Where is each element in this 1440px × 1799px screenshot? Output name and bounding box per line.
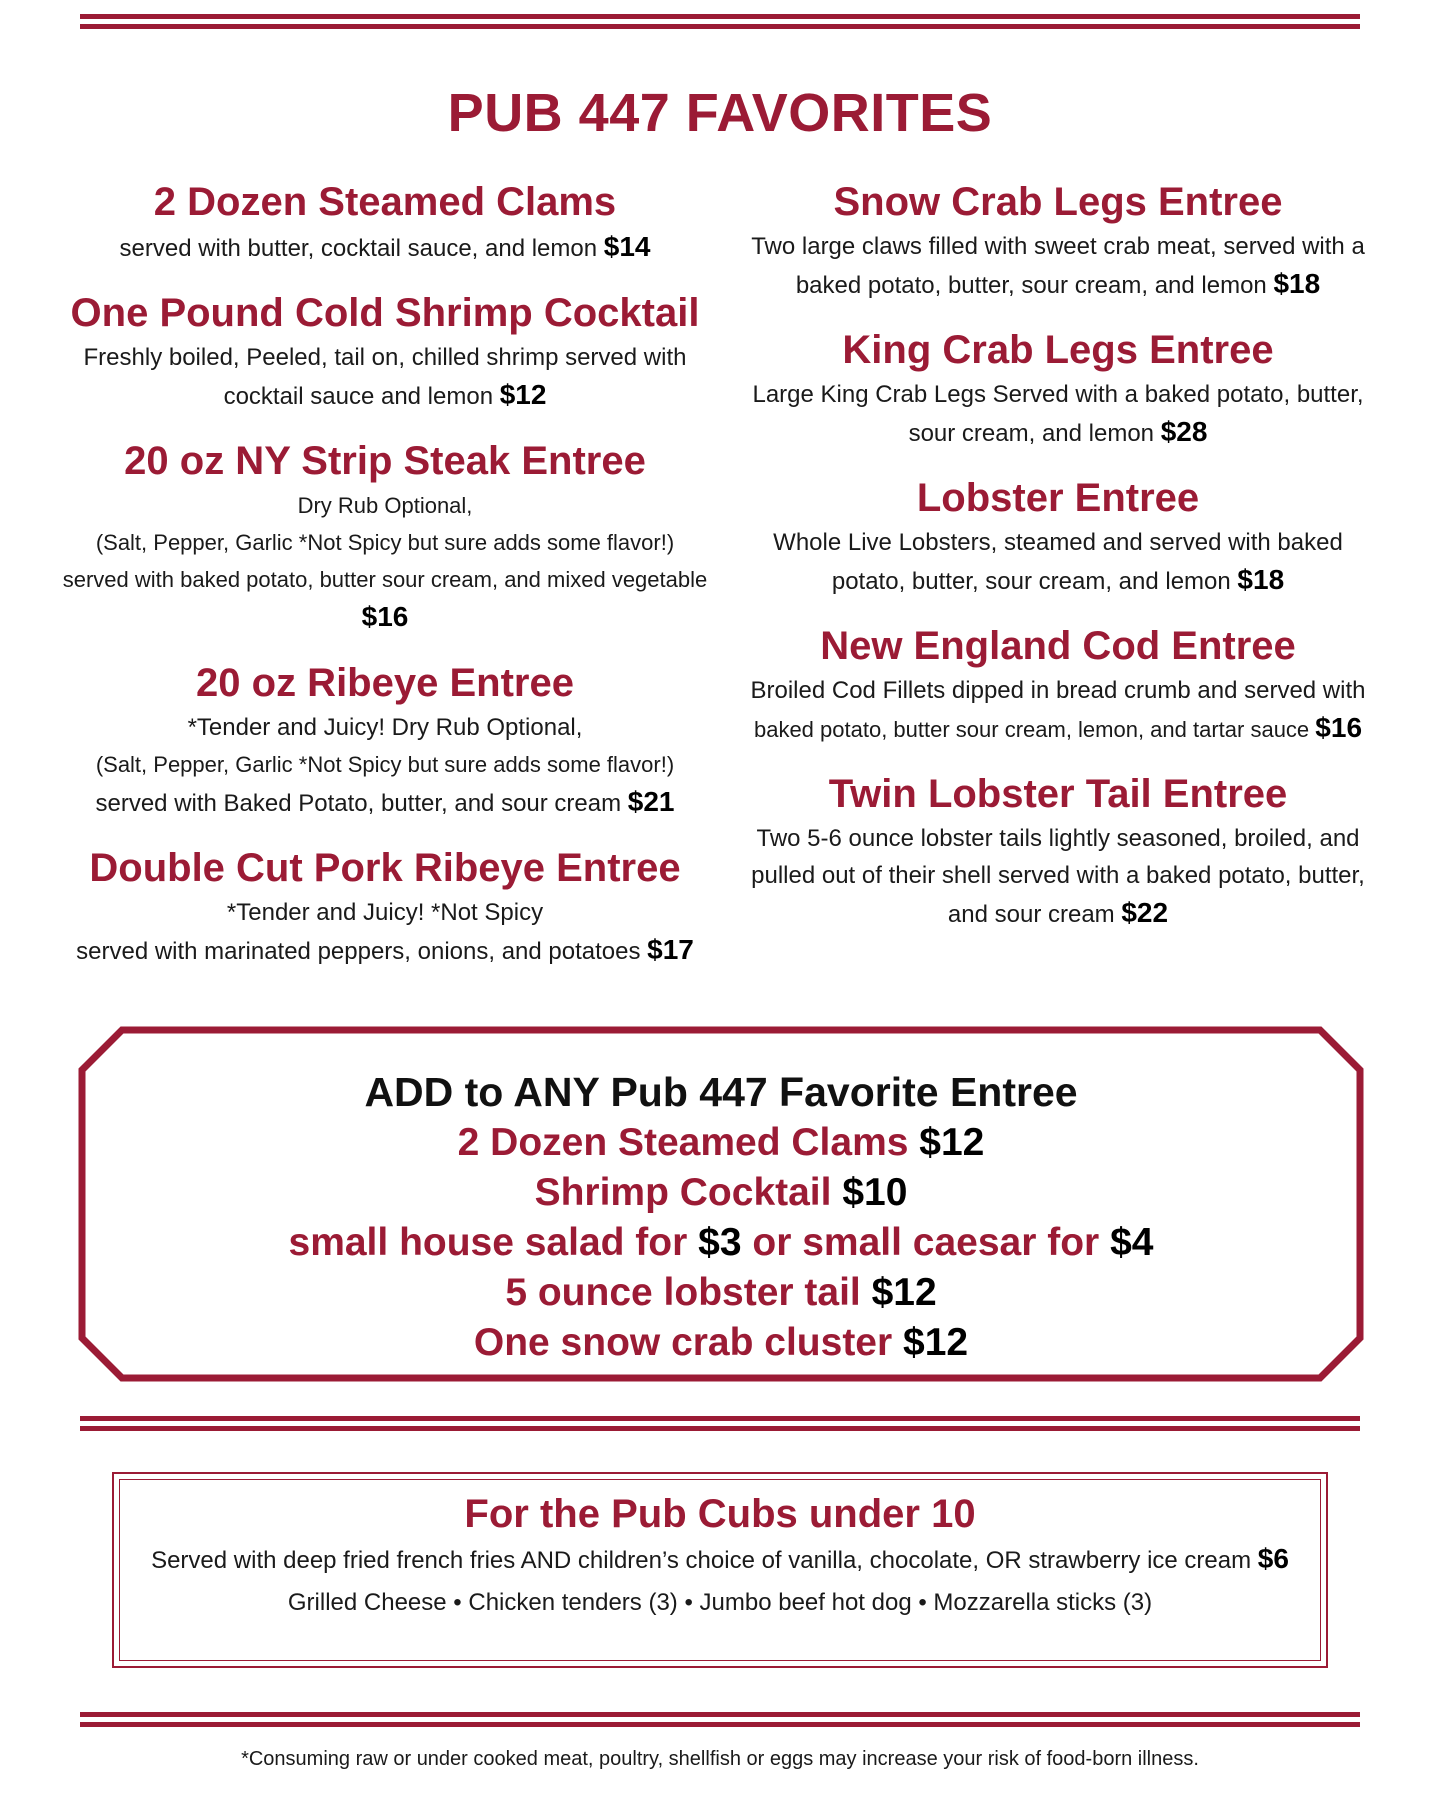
menu-item <box>55 844 715 970</box>
menu-item-description: baked potato, butter sour cream, lemon, and tartar sauce $16 <box>753 712 1363 743</box>
addon-price: $4 <box>1110 1221 1154 1264</box>
menu-item-description: and sour cream $22 <box>947 897 1169 928</box>
food-safety-disclaimer: *Consuming raw or under cooked meat, poultry, shellfish or eggs may increase your risk of food-born illness. <box>241 1748 1199 1770</box>
menu-item-price: $14 <box>603 231 651 262</box>
menu-item-description: served with Baked Potato, butter, and sour cream $21 <box>95 786 675 817</box>
menu-item-description: potato, butter, sour cream, and lemon $18 <box>831 564 1285 595</box>
addon-item: Shrimp Cocktail $10 <box>534 1171 908 1214</box>
menu-item-description: served with butter, cocktail sauce, and lemon $14 <box>119 231 651 262</box>
addon-price: $3 <box>698 1221 742 1264</box>
menu-item <box>728 178 1388 304</box>
menu-item-price: $16 <box>1315 712 1363 743</box>
menu-item-name: Double Cut Pork Ribeye Entree <box>89 846 681 890</box>
menu-item-price: $22 <box>1121 897 1169 928</box>
menu-item-name: One Pound Cold Shrimp Cocktail <box>70 291 700 335</box>
menu-item-description: Freshly boiled, Peeled, tail on, chilled shrimp served with <box>83 344 687 371</box>
menu-item-description: baked potato, butter, sour cream, and lemon $18 <box>795 268 1321 299</box>
menu-item-price: $21 <box>627 786 675 817</box>
menu-item-description: Dry Rub Optional, <box>297 493 473 518</box>
kids-menu-panel <box>112 1472 1328 1668</box>
right-menu-column <box>728 178 1388 955</box>
menu-item-description: (Salt, Pepper, Garlic *Not Spicy but sure adds some flavor!) <box>95 752 675 777</box>
addon-price: $10 <box>842 1171 908 1214</box>
menu-item <box>728 474 1388 600</box>
kids-menu-description: Served with deep fried french fries AND children’s choice of vanilla, chocolate, OR strawberry ice cream $6 <box>151 1543 1289 1574</box>
menu-item-description: sour cream, and lemon $28 <box>908 416 1208 447</box>
addon-price: $12 <box>871 1271 937 1314</box>
menu-item-price: $17 <box>647 934 694 965</box>
left-menu-column <box>55 178 715 992</box>
menu-item-description: Two 5-6 ounce lobster tails lightly seasoned, broiled, and <box>756 825 1360 852</box>
menu-item <box>728 622 1388 748</box>
menu-item-description: Large King Crab Legs Served with a baked potato, butter, <box>752 381 1364 408</box>
menu-item-description: cocktail sauce and lemon $12 <box>223 379 547 410</box>
menu-item-price: $18 <box>1237 564 1285 595</box>
menu-item-description: pulled out of their shell served with a baked potato, butter, <box>751 862 1365 889</box>
menu-item-name: Twin Lobster Tail Entree <box>828 772 1288 816</box>
page-title: PUB 447 FAVORITES <box>447 83 993 143</box>
menu-item-name: 20 oz NY Strip Steak Entree <box>124 439 646 483</box>
addon-price: $12 <box>903 1321 969 1364</box>
menu-item-name: 2 Dozen Steamed Clams <box>153 180 617 224</box>
addon-item: One snow crab cluster $12 <box>473 1321 969 1364</box>
menu-item-price: $18 <box>1273 268 1321 299</box>
menu-item <box>55 659 715 822</box>
menu-item-name: King Crab Legs Entree <box>842 328 1274 372</box>
addon-item: 5 ounce lobster tail $12 <box>505 1271 937 1314</box>
menu-item <box>55 437 715 637</box>
addon-item: small house salad for $3 or small caesar for $4 <box>288 1221 1154 1264</box>
menu-item-description: Broiled Cod Fillets dipped in bread crumb and served with <box>750 677 1366 704</box>
menu-item <box>728 326 1388 452</box>
menu-item-description: (Salt, Pepper, Garlic *Not Spicy but sure adds some flavor!) <box>95 530 675 555</box>
menu-item-price: $28 <box>1160 416 1208 447</box>
menu-item-name: New England Cod Entree <box>820 624 1296 668</box>
menu-item <box>728 770 1388 933</box>
menu-item-description: Whole Live Lobsters, steamed and served with baked <box>773 529 1343 556</box>
menu-item-price: $16 <box>361 601 409 632</box>
top-divider <box>80 14 1360 29</box>
menu-item-price: $12 <box>499 379 547 410</box>
addon-panel <box>78 1026 1364 1382</box>
kids-menu-title: For the Pub Cubs under 10 <box>464 1492 976 1536</box>
menu-item-description: *Tender and Juicy! *Not Spicy <box>226 899 544 926</box>
menu-item <box>55 289 715 415</box>
menu-item-description: served with baked potato, butter sour cream, and mixed vegetable $16 <box>62 567 708 632</box>
menu-item-name: 20 oz Ribeye Entree <box>196 661 574 705</box>
menu-item <box>55 178 715 267</box>
kids-menu-items: Grilled Cheese • Chicken tenders (3) • Jumbo beef hot dog • Mozzarella sticks (3) <box>287 1589 1153 1616</box>
menu-item-description: *Tender and Juicy! Dry Rub Optional, <box>187 714 583 741</box>
menu-item-name: Snow Crab Legs Entree <box>833 180 1283 224</box>
kids-menu-price: $6 <box>1257 1543 1289 1574</box>
bottom-divider <box>80 1712 1360 1727</box>
addon-list <box>78 1066 1364 1368</box>
kids-menu-content <box>114 1490 1326 1624</box>
menu-item-description: served with marinated peppers, onions, and potatoes $17 <box>76 934 694 965</box>
addon-heading: ADD to ANY Pub 447 Favorite Entree <box>364 1069 1078 1115</box>
menu-item-description: Two large claws filled with sweet crab meat, served with a <box>751 233 1365 260</box>
addon-item: 2 Dozen Steamed Clams $12 <box>457 1121 985 1164</box>
menu-item-name: Lobster Entree <box>916 476 1200 520</box>
addon-price: $12 <box>919 1121 985 1164</box>
middle-divider <box>80 1416 1360 1431</box>
